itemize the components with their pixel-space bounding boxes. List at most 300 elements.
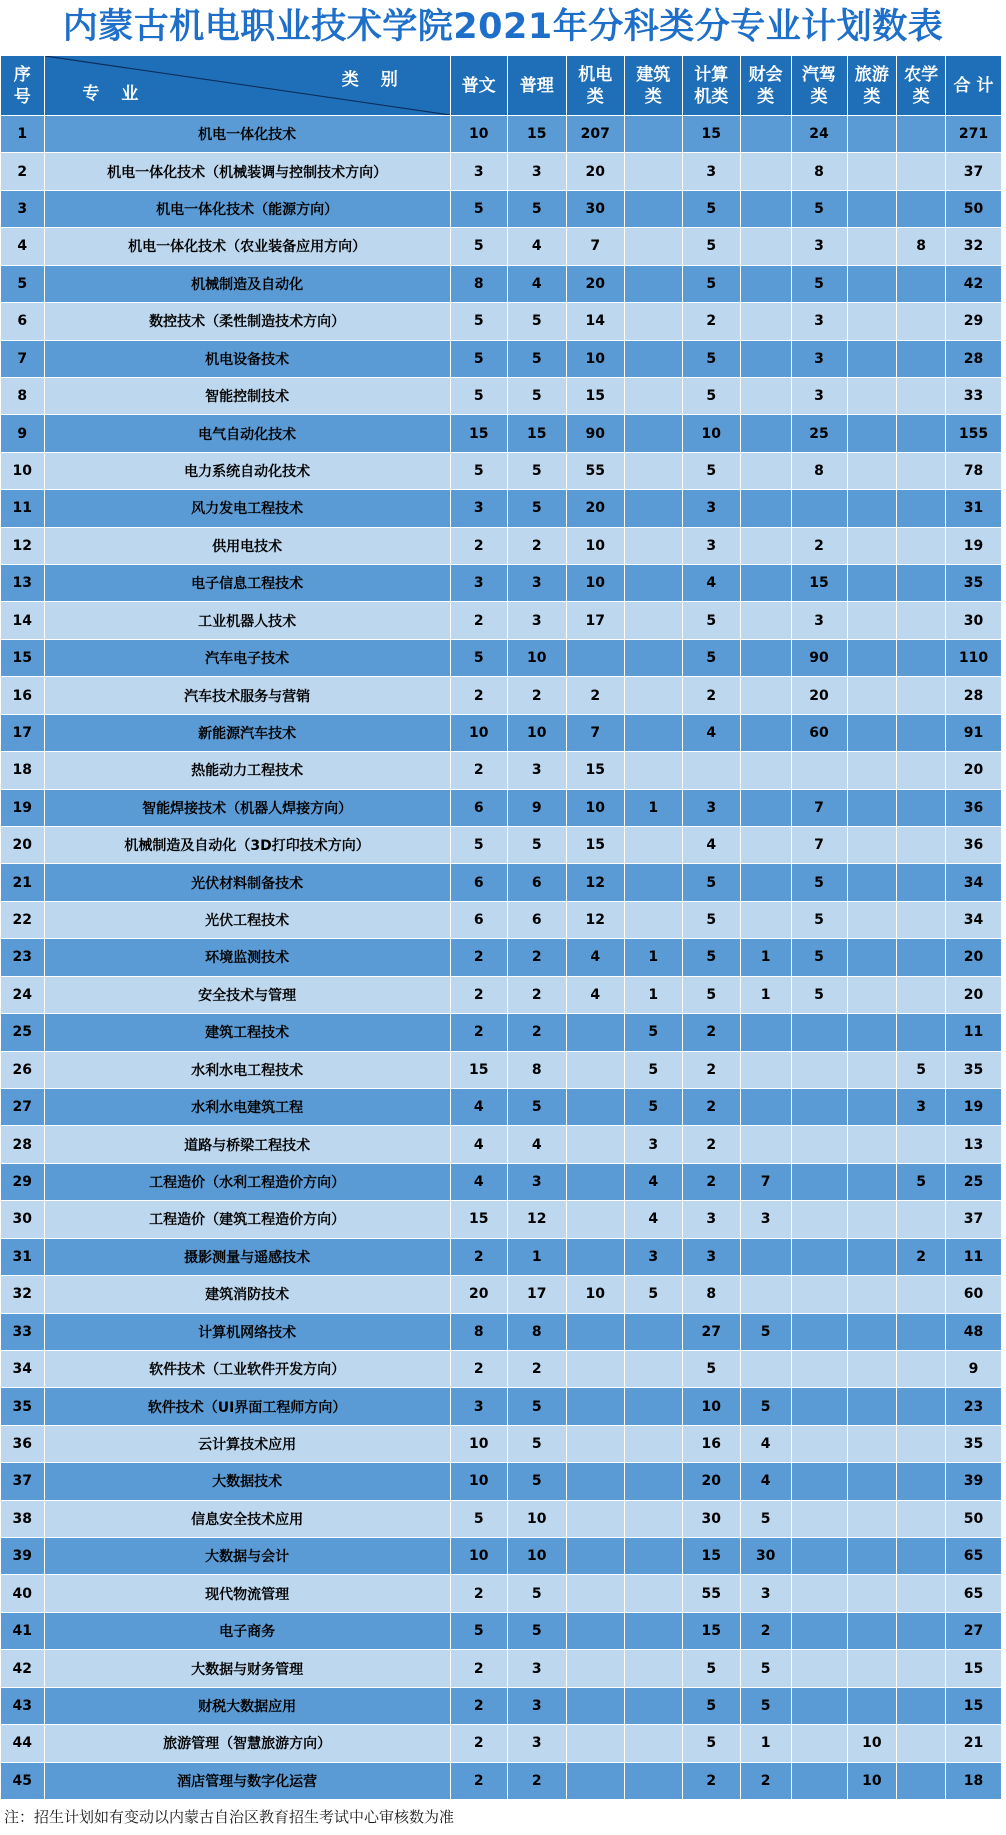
row-value-cell [624,1500,682,1537]
row-value-cell: 6 [507,864,566,901]
row-value-cell [791,1051,847,1088]
row-total-cell: 34 [945,864,1001,901]
table-row [1,340,1002,377]
row-value-cell: 4 [450,1126,507,1163]
row-major-cell: 信息安全技术应用 [44,1500,450,1537]
header-category-label: 类 别 [341,70,406,90]
row-value-cell [847,228,897,265]
row-value-cell [847,1500,897,1537]
row-seq-cell: 41 [1,1612,45,1649]
row-value-cell [897,864,946,901]
header-col-text: 机类 [694,86,729,107]
row-major-cell: 软件技术（UI界面工程师方向） [44,1388,450,1425]
header-col-text: 类 [810,86,828,107]
row-value-cell: 5 [682,228,740,265]
row-value-cell [624,1575,682,1612]
row-value-cell [847,1126,897,1163]
row-value-cell: 16 [682,1425,740,1462]
row-value-cell: 30 [566,190,624,227]
row-value-cell: 5 [450,190,507,227]
row-value-cell: 15 [791,565,847,602]
row-value-cell: 8 [450,1313,507,1350]
row-value-cell: 10 [450,714,507,751]
row-value-cell [847,415,897,452]
row-value-cell: 2 [682,677,740,714]
row-value-cell [566,1650,624,1687]
row-value-cell [566,1014,624,1051]
header-col-puli [507,56,566,116]
table-row [1,303,1002,340]
row-total-cell: 60 [945,1276,1001,1313]
row-value-cell [847,827,897,864]
row-value-cell: 5 [682,340,740,377]
row-value-cell [624,303,682,340]
row-total-cell: 15 [945,1687,1001,1724]
row-value-cell [740,677,791,714]
row-value-cell: 1 [740,976,791,1013]
header-col-lvyou [847,56,897,116]
row-value-cell [624,153,682,190]
row-value-cell [897,1500,946,1537]
row-total-cell: 20 [945,939,1001,976]
row-value-cell: 2 [450,1238,507,1275]
row-seq-cell: 37 [1,1463,45,1500]
row-total-cell: 155 [945,415,1001,452]
row-value-cell [791,1126,847,1163]
row-value-cell: 5 [507,1463,566,1500]
row-value-cell: 3 [791,377,847,414]
row-value-cell: 2 [507,527,566,564]
row-value-cell: 4 [450,1088,507,1125]
row-major-cell: 安全技术与管理 [44,976,450,1013]
row-value-cell: 6 [450,864,507,901]
row-value-cell [624,1425,682,1462]
header-seq-line2: 号 [13,86,31,107]
row-value-cell: 15 [450,1201,507,1238]
table-body [1,116,1002,1800]
row-total-cell: 50 [945,190,1001,227]
row-value-cell: 10 [566,527,624,564]
row-value-cell: 10 [450,1538,507,1575]
row-value-cell [624,1350,682,1387]
row-value-cell: 5 [682,864,740,901]
row-total-cell: 35 [945,565,1001,602]
row-major-cell: 环境监测技术 [44,939,450,976]
row-total-cell: 48 [945,1313,1001,1350]
row-value-cell [791,1088,847,1125]
row-value-cell [847,677,897,714]
row-value-cell: 55 [682,1575,740,1612]
row-major-cell: 建筑消防技术 [44,1276,450,1313]
footnote: 注：招生计划如有变动以内蒙古自治区教育招生考试中心审核数为准 [4,1808,455,1826]
row-seq-cell: 12 [1,527,45,564]
row-value-cell: 2 [682,1088,740,1125]
row-major-cell: 风力发电工程技术 [44,490,450,527]
row-total-cell: 50 [945,1500,1001,1537]
row-major-cell: 水利水电建筑工程 [44,1088,450,1125]
row-value-cell: 2 [450,1575,507,1612]
row-value-cell [897,377,946,414]
row-value-cell [847,939,897,976]
row-major-cell: 工程造价（水利工程造价方向） [44,1163,450,1200]
row-value-cell [847,714,897,751]
row-value-cell: 5 [507,490,566,527]
table-row [1,1088,1002,1125]
row-value-cell: 2 [450,752,507,789]
row-value-cell [566,1088,624,1125]
row-total-cell: 13 [945,1126,1001,1163]
row-value-cell [791,1500,847,1537]
row-value-cell [847,490,897,527]
row-value-cell: 7 [740,1163,791,1200]
row-major-cell: 新能源汽车技术 [44,714,450,751]
row-major-cell: 水利水电工程技术 [44,1051,450,1088]
row-value-cell [847,1238,897,1275]
row-value-cell [740,340,791,377]
row-value-cell: 7 [566,228,624,265]
table-row [1,153,1002,190]
row-value-cell [740,527,791,564]
row-value-cell [740,827,791,864]
row-value-cell [847,976,897,1013]
row-value-cell [897,901,946,938]
row-seq-cell: 40 [1,1575,45,1612]
row-value-cell [897,415,946,452]
row-value-cell: 3 [507,1725,566,1762]
row-seq-cell: 22 [1,901,45,938]
row-value-cell [740,228,791,265]
row-value-cell: 3 [450,565,507,602]
row-major-cell: 智能控制技术 [44,377,450,414]
row-major-cell: 供用电技术 [44,527,450,564]
row-total-cell: 35 [945,1051,1001,1088]
row-value-cell: 3 [682,1238,740,1275]
row-value-cell [847,1313,897,1350]
row-value-cell: 10 [507,1538,566,1575]
row-value-cell: 5 [624,1014,682,1051]
header-col-qijia [791,56,847,116]
row-total-cell: 37 [945,153,1001,190]
row-value-cell: 15 [507,116,566,153]
row-value-cell [624,190,682,227]
row-value-cell: 3 [450,1388,507,1425]
header-col-nongxue [897,56,946,116]
row-value-cell: 5 [507,340,566,377]
header-col-text: 普理 [519,75,554,96]
table-row [1,602,1002,639]
row-seq-cell: 17 [1,714,45,751]
row-value-cell [897,1538,946,1575]
row-major-cell: 大数据与会计 [44,1538,450,1575]
header-col-text: 汽驾 [802,64,837,85]
row-value-cell: 10 [450,116,507,153]
table-row [1,1014,1002,1051]
row-seq-cell: 15 [1,639,45,676]
row-value-cell [847,1051,897,1088]
row-value-cell [624,677,682,714]
row-major-cell: 酒店管理与数字化运营 [44,1762,450,1799]
row-value-cell [624,1538,682,1575]
row-value-cell: 2 [740,1612,791,1649]
row-value-cell: 4 [624,1201,682,1238]
row-value-cell [791,1201,847,1238]
row-total-cell: 21 [945,1725,1001,1762]
row-value-cell [566,1463,624,1500]
row-value-cell: 4 [507,228,566,265]
row-value-cell: 3 [507,1687,566,1724]
row-value-cell: 15 [566,377,624,414]
row-value-cell [847,1088,897,1125]
table-row [1,527,1002,564]
row-value-cell: 1 [740,1725,791,1762]
row-value-cell: 5 [740,1500,791,1537]
row-seq-cell: 14 [1,602,45,639]
row-value-cell [847,1538,897,1575]
row-seq-cell: 26 [1,1051,45,1088]
header-col-text: 计算 [694,64,729,85]
row-value-cell: 3 [507,153,566,190]
row-seq-cell: 32 [1,1276,45,1313]
header-col-text: 类 [863,86,881,107]
table-row [1,190,1002,227]
row-value-cell [566,1388,624,1425]
table-row [1,1687,1002,1724]
table-row [1,714,1002,751]
row-value-cell [847,1276,897,1313]
row-value-cell [897,1687,946,1724]
row-total-cell: 18 [945,1762,1001,1799]
row-value-cell: 2 [682,1014,740,1051]
row-seq-cell: 30 [1,1201,45,1238]
row-value-cell [740,190,791,227]
row-total-cell: 11 [945,1014,1001,1051]
row-value-cell [847,1687,897,1724]
row-value-cell [740,265,791,302]
row-seq-cell: 11 [1,490,45,527]
row-seq-cell: 3 [1,190,45,227]
row-value-cell: 2 [450,1014,507,1051]
table-row [1,1425,1002,1462]
row-total-cell: 32 [945,228,1001,265]
row-value-cell [897,1612,946,1649]
row-value-cell: 12 [566,864,624,901]
row-value-cell: 10 [450,1463,507,1500]
row-value-cell [740,864,791,901]
row-value-cell [566,1687,624,1724]
row-value-cell: 2 [507,1350,566,1387]
row-value-cell: 10 [847,1725,897,1762]
row-value-cell: 15 [450,1051,507,1088]
row-value-cell: 2 [740,1762,791,1799]
row-value-cell: 15 [450,415,507,452]
row-total-cell: 42 [945,265,1001,302]
header-col-text: 建筑 [636,64,671,85]
row-value-cell [897,1388,946,1425]
row-value-cell: 5 [682,1650,740,1687]
row-value-cell [566,1238,624,1275]
row-major-cell: 大数据技术 [44,1463,450,1500]
row-value-cell [624,452,682,489]
row-value-cell: 10 [566,789,624,826]
row-value-cell: 20 [450,1276,507,1313]
row-value-cell [740,1088,791,1125]
row-major-cell: 汽车技术服务与营销 [44,677,450,714]
row-value-cell: 3 [682,1201,740,1238]
row-value-cell: 3 [682,527,740,564]
row-value-cell [624,265,682,302]
row-value-cell: 15 [682,116,740,153]
row-value-cell: 2 [507,1014,566,1051]
row-value-cell: 3 [450,153,507,190]
table-row [1,1201,1002,1238]
row-major-cell: 机电设备技术 [44,340,450,377]
row-seq-cell: 6 [1,303,45,340]
row-value-cell: 3 [507,1163,566,1200]
header-col-jianzhu [624,56,682,116]
row-seq-cell: 13 [1,565,45,602]
row-value-cell [740,490,791,527]
row-value-cell: 15 [507,415,566,452]
row-value-cell: 3 [791,340,847,377]
row-major-cell: 机电一体化技术（农业装备应用方向） [44,228,450,265]
header-seq [1,56,45,116]
row-value-cell [624,1650,682,1687]
row-value-cell: 2 [507,677,566,714]
row-value-cell [897,976,946,1013]
row-value-cell [897,752,946,789]
row-value-cell [847,1163,897,1200]
row-value-cell [897,1350,946,1387]
row-value-cell [624,827,682,864]
row-major-cell: 现代物流管理 [44,1575,450,1612]
row-value-cell [624,1388,682,1425]
row-value-cell [740,1051,791,1088]
row-value-cell: 10 [566,1276,624,1313]
row-value-cell: 15 [566,827,624,864]
row-seq-cell: 25 [1,1014,45,1051]
row-seq-cell: 44 [1,1725,45,1762]
row-value-cell [847,901,897,938]
row-value-cell [897,939,946,976]
row-value-cell [624,228,682,265]
row-value-cell: 7 [566,714,624,751]
row-value-cell [566,1126,624,1163]
row-value-cell [847,1014,897,1051]
row-value-cell [624,340,682,377]
row-value-cell: 5 [450,377,507,414]
row-value-cell [791,1014,847,1051]
row-major-cell: 机电一体化技术（机械装调与控制技术方向） [44,153,450,190]
row-value-cell [897,1425,946,1462]
row-value-cell [624,1313,682,1350]
row-value-cell: 5 [507,1575,566,1612]
row-value-cell [624,527,682,564]
row-total-cell: 34 [945,901,1001,938]
row-value-cell [740,116,791,153]
row-value-cell: 5 [791,976,847,1013]
row-value-cell [740,639,791,676]
row-seq-cell: 43 [1,1687,45,1724]
row-value-cell: 5 [740,1687,791,1724]
row-value-cell: 1 [740,939,791,976]
row-value-cell: 1 [624,789,682,826]
table-row [1,1388,1002,1425]
row-value-cell: 8 [507,1051,566,1088]
row-value-cell [791,1463,847,1500]
table-row [1,789,1002,826]
row-value-cell: 20 [791,677,847,714]
row-value-cell: 2 [682,1126,740,1163]
row-seq-cell: 21 [1,864,45,901]
row-value-cell: 2 [450,602,507,639]
row-seq-cell: 27 [1,1088,45,1125]
table-row [1,1500,1002,1537]
row-value-cell [791,1687,847,1724]
row-total-cell: 30 [945,602,1001,639]
row-value-cell [847,190,897,227]
row-total-cell: 19 [945,527,1001,564]
table-row [1,976,1002,1013]
row-value-cell [897,677,946,714]
row-value-cell [740,602,791,639]
row-seq-cell: 2 [1,153,45,190]
table-row [1,452,1002,489]
row-seq-cell: 8 [1,377,45,414]
row-total-cell: 65 [945,1575,1001,1612]
row-value-cell [847,1388,897,1425]
table-row [1,864,1002,901]
row-value-cell: 5 [682,901,740,938]
table-row [1,1612,1002,1649]
row-value-cell: 5 [682,939,740,976]
row-major-cell: 电气自动化技术 [44,415,450,452]
row-total-cell: 271 [945,116,1001,153]
row-value-cell: 9 [507,789,566,826]
row-total-cell: 35 [945,1425,1001,1462]
row-total-cell: 9 [945,1350,1001,1387]
row-value-cell: 20 [566,265,624,302]
row-value-cell [566,1163,624,1200]
row-value-cell [847,452,897,489]
row-value-cell: 5 [450,1612,507,1649]
row-value-cell: 20 [566,490,624,527]
row-value-cell: 12 [566,901,624,938]
table-header-row [1,56,1002,116]
row-value-cell [897,1126,946,1163]
row-value-cell: 10 [507,639,566,676]
row-total-cell: 28 [945,677,1001,714]
row-value-cell: 2 [450,1350,507,1387]
row-value-cell: 5 [507,452,566,489]
row-value-cell: 27 [682,1313,740,1350]
row-value-cell: 2 [507,976,566,1013]
row-value-cell [624,565,682,602]
row-value-cell: 3 [507,1650,566,1687]
row-value-cell [847,1612,897,1649]
row-value-cell [791,1163,847,1200]
header-col-text: 财会 [748,64,783,85]
row-value-cell: 6 [507,901,566,938]
row-seq-cell: 9 [1,415,45,452]
row-value-cell: 5 [507,303,566,340]
row-value-cell [624,116,682,153]
row-value-cell: 20 [566,153,624,190]
row-value-cell [624,901,682,938]
row-value-cell [897,1201,946,1238]
row-value-cell [897,153,946,190]
row-total-cell: 36 [945,789,1001,826]
row-seq-cell: 7 [1,340,45,377]
